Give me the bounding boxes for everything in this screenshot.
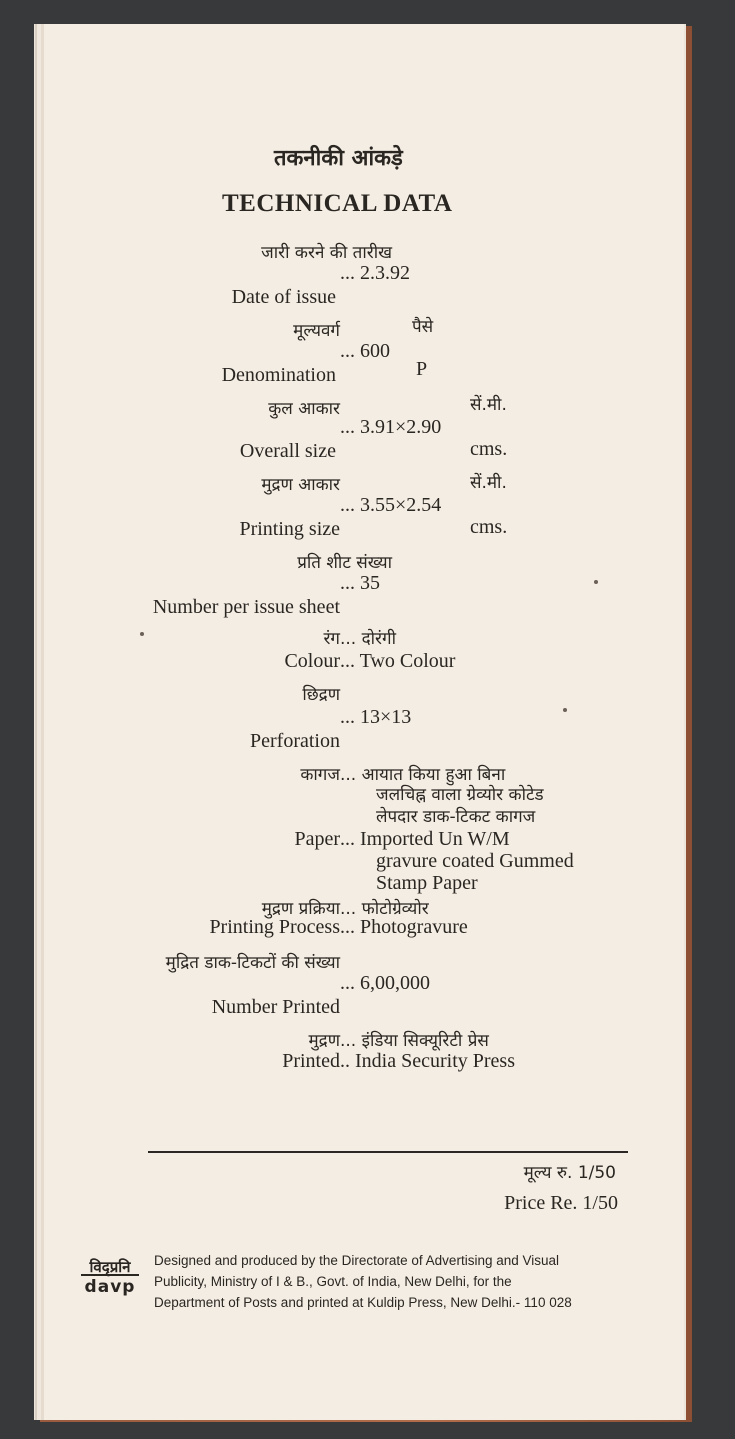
paper-value-hindi-1: ... आयात किया हुआ बिना (340, 765, 506, 785)
paper-value-english-2: gravure coated Gummed (376, 850, 574, 872)
colour-value-hindi: ... दोरंगी (340, 629, 396, 649)
process-value-hindi: ... फोटोग्रेव्योर (340, 899, 429, 919)
denomination-label-english: Denomination (221, 364, 336, 386)
svg-text:davp: davp (84, 1277, 136, 1296)
printing-size-value: ... 3.55×2.54 (340, 494, 442, 516)
paper-value-hindi-3: लेपदार डाक-टिकट कागज (376, 807, 536, 827)
number-printed-label-english: Number Printed (211, 996, 340, 1018)
process-value-english: ... Photogravure (340, 916, 468, 938)
credits-line-3: Department of Posts and printed at Kuldip Press, New Delhi.- 110 028 (154, 1295, 572, 1310)
per-sheet-label-english: Number per issue sheet (152, 596, 340, 618)
printing-size-label-hindi: मुद्रण आकार (261, 475, 340, 495)
printing-size-unit-english: cms. (470, 516, 508, 538)
printer-label-hindi: मुद्रण (308, 1031, 340, 1051)
printer-value-hindi: ... इंडिया सिक्यूरिटी प्रेस (340, 1031, 489, 1051)
svg-text:विदृप्रनि: विदृप्रनि (89, 1258, 131, 1276)
colour-value-english: ... Two Colour (340, 650, 456, 672)
per-sheet-label-hindi: प्रति शीट संख्या (297, 553, 392, 573)
overall-size-label-hindi: कुल आकार (268, 399, 340, 419)
paper-value-english-1: ... Imported Un W/M (340, 828, 510, 850)
divider-rule (148, 1151, 628, 1153)
denomination-value: ... 600 (340, 340, 390, 362)
print-speck (594, 580, 598, 584)
colour-label-hindi: रंग (323, 629, 340, 649)
denomination-label-hindi: मूल्यवर्ग (293, 321, 340, 341)
denomination-unit-english: P (416, 358, 428, 380)
technical-data-sheet (44, 24, 684, 1420)
print-speck (563, 708, 567, 712)
title-hindi: तकनीकी आंकड़े (274, 146, 403, 171)
paper-value-english-3: Stamp Paper (376, 872, 478, 894)
credits-line-1: Designed and produced by the Directorate of Advertising and Visual (154, 1253, 560, 1268)
title-english: TECHNICAL DATA (222, 190, 453, 217)
print-speck (140, 632, 144, 636)
perforation-label-hindi: छिद्रण (302, 685, 340, 705)
date-label-hindi: जारी करने की तारीख (261, 243, 392, 263)
credits-line-2: Publicity, Ministry of I & B., Govt. of India, New Delhi, for the (154, 1274, 512, 1289)
perforation-label-english: Perforation (250, 730, 340, 752)
overall-size-value: ... 3.91×2.90 (340, 416, 442, 438)
number-printed-label-hindi: मुद्रित डाक-टिकटों की संख्या (165, 953, 340, 973)
price-english: Price Re. 1/50 (504, 1192, 618, 1214)
paper-label-english: Paper (294, 828, 340, 850)
denomination-unit-hindi: पैसे (412, 317, 434, 337)
overall-size-label-english: Overall size (239, 440, 336, 462)
printer-value-english: .. India Security Press (340, 1050, 515, 1072)
price-hindi: मूल्य रु. 1/50 (523, 1163, 616, 1183)
process-label-english: Printing Process (209, 916, 340, 938)
colour-label-english: Colour (284, 650, 340, 672)
davp-logo (79, 1254, 141, 1296)
printing-size-label-english: Printing size (239, 518, 340, 540)
overall-size-unit-english: cms. (470, 438, 508, 460)
paper-value-hindi-2: जलचिह्न वाला ग्रेव्योर कोटेड (376, 785, 544, 805)
process-label-hindi: मुद्रण प्रक्रिया (261, 899, 340, 919)
per-sheet-value: ... 35 (340, 572, 380, 594)
printing-size-unit-hindi: सें.मी. (470, 473, 507, 493)
number-printed-value: ... 6,00,000 (340, 972, 430, 994)
paper-label-hindi: कागज (300, 765, 340, 785)
overall-size-unit-hindi: सें.मी. (470, 395, 507, 415)
date-value: ... 2.3.92 (340, 262, 410, 284)
printer-label-english: Printed (282, 1050, 340, 1072)
perforation-value: ... 13×13 (340, 706, 412, 728)
credits (154, 1250, 572, 1313)
date-label-english: Date of issue (231, 286, 336, 308)
